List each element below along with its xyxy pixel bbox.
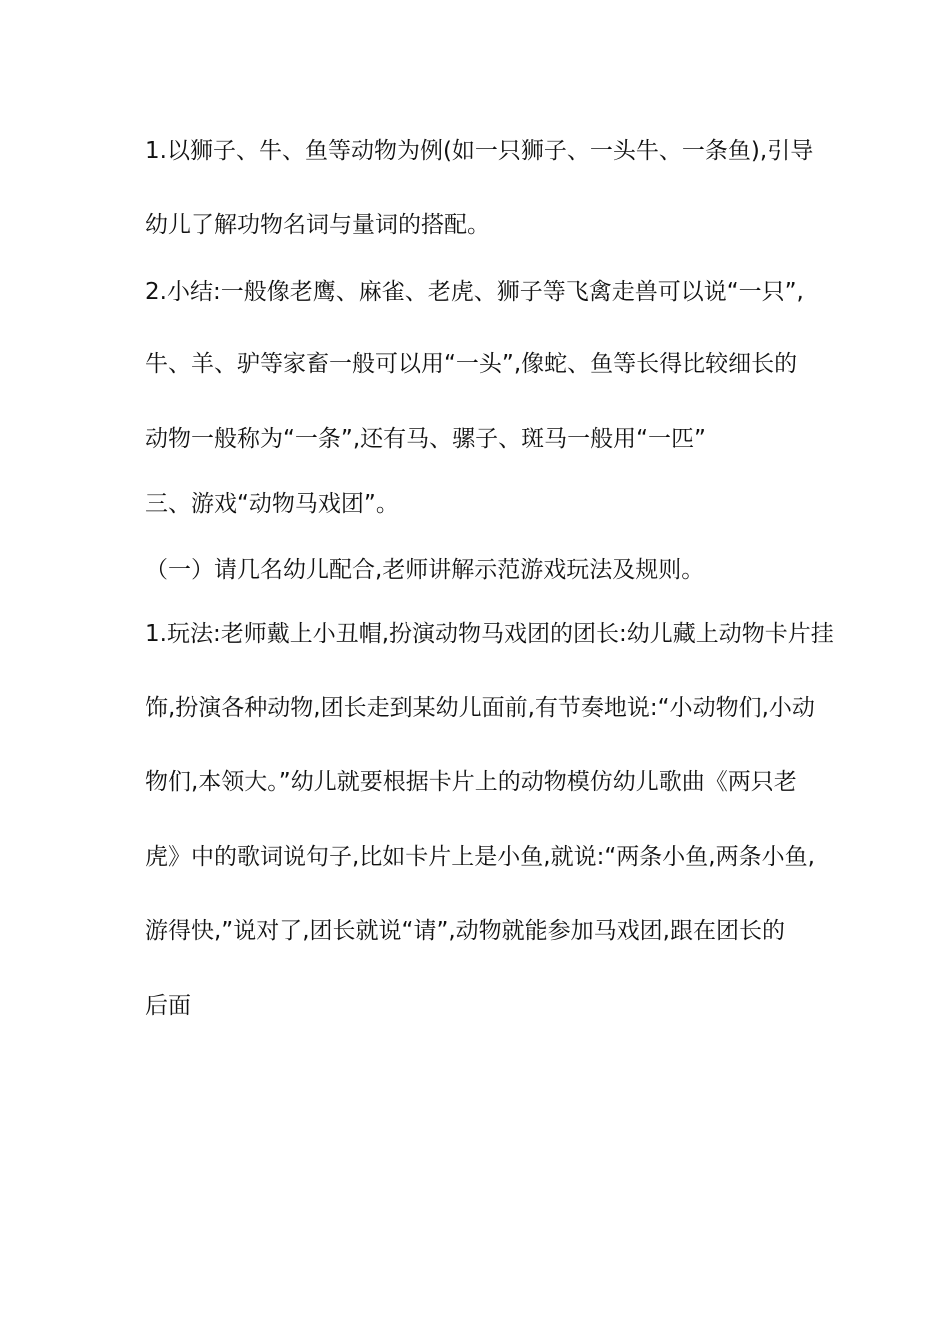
text-line: 幼儿了解功物名词与量词的搭配。 — [145, 212, 490, 238]
text-line: 物们,本领大。”幼儿就要根据卡片上的动物模仿幼儿歌曲《两只老 — [145, 769, 797, 795]
text-line: 后面 — [145, 993, 191, 1019]
text-line: 动物一般称为“一条”,还有马、骡子、斑马一般用“一匹” — [145, 426, 706, 452]
section-heading: 三、游戏“动物马戏团”。 — [145, 491, 399, 517]
text-line: 1.以狮子、牛、鱼等动物为例(如一只狮子、一头牛、一条鱼),引导 — [145, 138, 814, 164]
text-line: 牛、羊、驴等家畜一般可以用“一头”,像蛇、鱼等长得比较细长的 — [145, 351, 798, 377]
text-line: 游得快,”说对了,团长就说“请”,动物就能参加马戏团,跟在团长的 — [145, 918, 785, 944]
text-line: 1.玩法:老师戴上小丑帽,扮演动物马戏团的团长:幼儿藏上动物卡片挂 — [145, 621, 834, 647]
text-line: 虎》中的歌词说句子,比如卡片上是小鱼,就说:“两条小鱼,两条小鱼, — [145, 844, 815, 870]
text-line: 饰,扮演各种动物,团长走到某幼儿面前,有节奏地说:“小动物们,小动 — [145, 695, 815, 721]
text-line: 2.小结:一般像老鹰、麻雀、老虎、狮子等飞禽走兽可以说“一只”, — [145, 279, 804, 305]
subsection-heading: （一）请几名幼儿配合,老师讲解示范游戏玩法及规则。 — [145, 557, 705, 583]
